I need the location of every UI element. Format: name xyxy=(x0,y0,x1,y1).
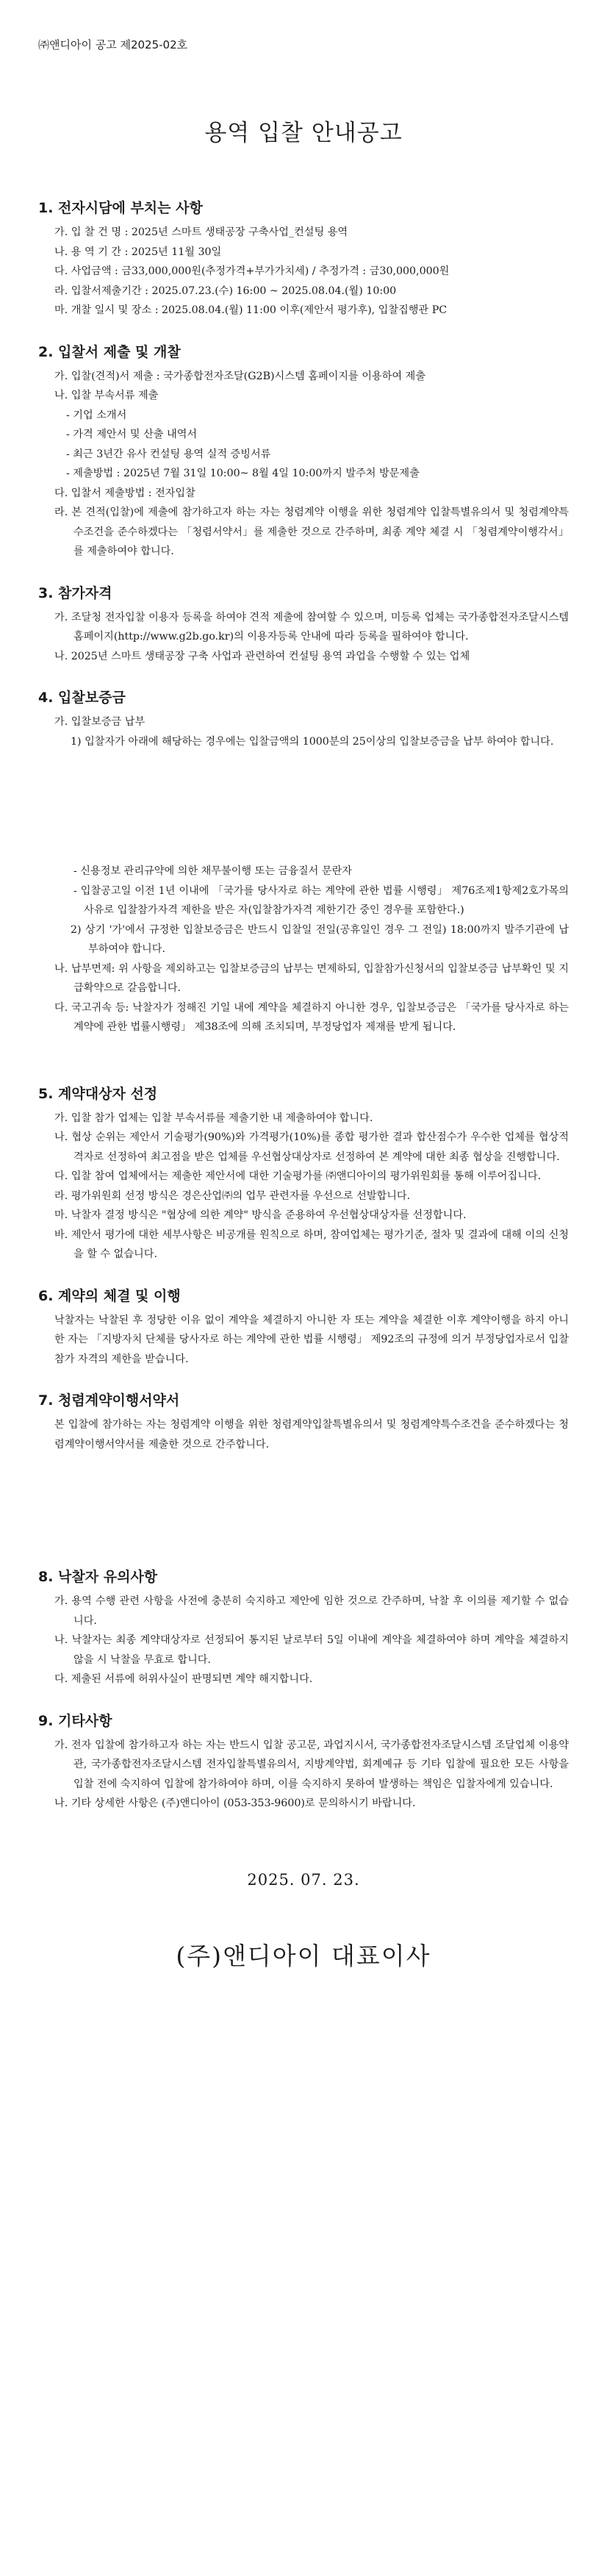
notice-number: ㈜앤디아이 공고 제2025-02호 xyxy=(38,38,188,51)
section-heading: 6. 계약의 체결 및 이행 xyxy=(38,1287,181,1304)
section-heading: 4. 입찰보증금 xyxy=(38,690,126,706)
list-item: 가. 입찰 참가 업체는 입찰 부속서류를 제출기한 내 제출하여야 합니다. xyxy=(54,1112,373,1124)
list-item: 나. 2025년 스마트 생태공장 구축 사업과 관련하여 컨설팅 용역 과업을 수행할 수 있는 업체 xyxy=(54,650,470,662)
list-item: 나. 납부면제: 위 사항을 제외하고는 입찰보증금의 납부는 면제하되, 입찰참가신청서의 입찰보증금 납부확인 및 지급확약으로 갈음합니다. xyxy=(54,962,569,994)
submission-period: 라. 입찰서제출기간 : 2025.07.23.(수) 16:00 ~ 2025.08.04.(월) 10:00 xyxy=(54,285,397,297)
section-eligibility xyxy=(38,582,569,667)
section-integrity-pledge xyxy=(38,1389,569,1454)
section-paragraph: 본 입찰에 참가하는 자는 청렴계약 이행을 위한 청렴계약입찰특별유의서 및 청렴계약특수조건을 준수하겠다는 청렴계약이행서약서를 제출한 것으로 간주합니다. xyxy=(54,1419,569,1450)
section-heading: 3. 참가자격 xyxy=(38,584,112,601)
sub-item: - 가격 제안서 및 산출 내역서 xyxy=(66,429,198,440)
section-bid-bond xyxy=(38,687,569,1037)
list-item: 나. 기타 상세한 사항은 (주)앤디아이 (053-353-9600)로 문의하시기 바랍니다. xyxy=(54,1797,416,1809)
section-bid-overview xyxy=(38,197,569,321)
section-heading: 5. 계약대상자 선정 xyxy=(38,1085,158,1102)
section-heading: 2. 입찰서 제출 및 개찰 xyxy=(38,343,181,360)
sub-item: - 제출방법 : 2025년 7월 31일 10:00~ 8월 4일 10:00까지 발주처 방문제출 xyxy=(66,468,420,479)
issuer-signature: (주)앤디아이 대표이사 xyxy=(176,1941,431,1970)
list-item: 라. 본 견적(입찰)에 제출에 참가하고자 하는 자는 청렴계약 이행을 위한 청렴계약 입찰특별유의서 및 청렴계약특수조건을 준수하겠다는 「청렴서약서」를 제출한 것으로 간주하며, 최종 계약 체결 시 「청렴계약이행각서」를 제출하여야 합니다. xyxy=(54,507,569,557)
list-item: 가. 전자 입찰에 참가하고자 하는 자는 반드시 입찰 공고문, 과업지시서, 국가종합전자조달시스템 조달업체 이용약관, 국가종합전자조달시스템 전자입찰특별유의서, 지방계약법, 회계예규 등 기타 입찰에 필요한 모든 사항을 입찰 전에 숙지하여 입찰에 참가하여야 하며, 이를 숙지하지 못하여 발생하는 책임은 입찰자에게 있습니다. xyxy=(54,1739,569,1790)
list-item: 가. 용역 수행 관련 사항을 사전에 충분히 숙지하고 제안에 임한 것으로 간주하며, 낙찰 후 이의를 제기할 수 없습니다. xyxy=(54,1595,569,1627)
sub-item: - 신용정보 관리규약에 의한 채무불이행 또는 금융질서 문란자 xyxy=(73,865,352,877)
service-period: 나. 용 역 기 간 : 2025년 11월 30일 xyxy=(54,246,222,258)
sub-item: - 입찰공고일 이전 1년 이내에 「국가를 당사자로 하는 계약에 관한 법률 시행령」 제76조제1항제2호가목의 사유로 입찰참가자격 제한을 받은 자(입찰참가자격 제한기간 중인 경우를 포함한다.) xyxy=(73,884,569,916)
list-item: 다. 입찰 참여 업체에서는 제출한 제안서에 대한 기술평가를 ㈜앤디아이의 평가위원회를 통해 이루어집니다. xyxy=(54,1170,542,1182)
opening-datetime-place: 마. 개찰 일시 및 장소 : 2025.08.04.(월) 11:00 이후(제안서 평가후), 입찰집행관 PC xyxy=(54,304,448,316)
page-title: 용역 입찰 안내공고 xyxy=(204,120,403,146)
section-submission xyxy=(38,341,569,562)
list-item: 다. 입찰서 제출방법 : 전자입찰 xyxy=(54,487,195,499)
section-heading: 9. 기타사항 xyxy=(38,1712,112,1729)
list-item: 다. 제출된 서류에 허위사실이 판명되면 계약 해지합니다. xyxy=(54,1673,313,1685)
list-item: 나. 협상 순위는 제안서 기술평가(90%)와 가격평가(10%)를 종합 평가한 결과 합산점수가 우수한 업체를 협상적격자로 선정하여 최고점을 받은 업체를 우선협상대상자로 선정하여 본 계약에 대한 최종 협상을 진행합니다. xyxy=(54,1131,569,1163)
section-heading: 1. 전자시담에 부치는 사항 xyxy=(38,200,203,216)
section-heading: 7. 청렴계약이행서약서 xyxy=(38,1392,180,1409)
list-item: 다. 국고귀속 등: 낙찰자가 정해진 기일 내에 계약을 체결하지 아니한 경우, 입찰보증금은 「국가를 당사자로 하는 계약에 관한 법률시행령」 제38조에 의해 조치되며, 부정당업자 제재를 받게 됩니다. xyxy=(54,1001,569,1033)
section-heading: 8. 낙찰자 유의사항 xyxy=(38,1569,158,1585)
list-item: 나. 입찰 부속서류 제출 xyxy=(54,390,159,401)
list-item: 나. 낙찰자는 최종 계약대상자로 선정되어 통지된 날로부터 5일 이내에 계약을 체결하여야 하며 계약을 체결하지 않을 시 낙찰을 무효로 합니다. xyxy=(54,1634,569,1666)
section-paragraph: 낙찰자는 낙찰된 후 정당한 이유 없이 계약을 체결하지 아니한 자 또는 계약을 체결한 이후 계약이행을 하지 아니한 자는 「지방자치 단체를 당사자로 하는 계약에 관한 법률 시행령」 제92조의 규정에 의거 부정당업자로서 입찰참가 자격의 제한을 받습니다. xyxy=(54,1314,569,1365)
section-winner-notes xyxy=(38,1566,569,1689)
sub-item: - 기업 소개서 xyxy=(66,409,127,421)
list-item: 라. 평가위원회 선정 방식은 경은산업㈜의 업무 관련자를 우선으로 선발합니다. xyxy=(54,1189,411,1202)
section-contract-execution xyxy=(38,1285,569,1370)
project-amount: 다. 사업금액 : 금33,000,000원(추정가격+부가가치세) / 추정가격 : 금30,000,000원 xyxy=(54,265,450,277)
list-item: 가. 입찰(견적)서 제출 : 국가종합전자조달(G2B)시스템 홈페이지를 이용하여 제출 xyxy=(54,370,425,382)
numbered-item: 2) 상기 '가'에서 규정한 입찰보증금은 반드시 입찰일 전일(공휴일인 경우 그 전일) 18:00까지 발주기관에 납부하여야 합니다. xyxy=(71,923,569,955)
announcement-date: 2025. 07. 23. xyxy=(247,1870,360,1889)
list-item: 바. 제안서 평가에 대한 세부사항은 비공개를 원칙으로 하며, 참여업체는 평가기준, 절차 및 결과에 대해 이의 신청을 할 수 없습니다. xyxy=(54,1228,569,1260)
section-other xyxy=(38,1710,569,1814)
numbered-item: 1) 입찰자가 아래에 해당하는 경우에는 입찰금액의 1000분의 25이상의 입찰보증금을 납부 하여야 합니다. xyxy=(71,735,554,748)
sub-item: - 최근 3년간 유사 컨설팅 용역 실적 증빙서류 xyxy=(66,448,271,460)
list-item: 마. 낙찰자 결정 방식은 "협상에 의한 계약" 방식을 준용하여 우선협상대상자를 선정합니다. xyxy=(54,1209,467,1221)
list-item: 가. 조달청 전자입찰 이용자 등록을 하여야 견적 제출에 참여할 수 있으며, 미등록 업체는 국가종합전자조달시스템 홈페이지(http://www.g2b.go.kr)의 이용자등록 안내에 따라 등록을 필하여야 합니다. xyxy=(54,611,569,643)
blank-space xyxy=(38,751,569,862)
bid-name: 가. 입 찰 건 명 : 2025년 스마트 생태공장 구축사업_컨설팅 용역 xyxy=(54,226,348,238)
section-contractor-selection xyxy=(38,1083,569,1264)
list-item: 가. 입찰보증금 납부 xyxy=(54,716,146,728)
